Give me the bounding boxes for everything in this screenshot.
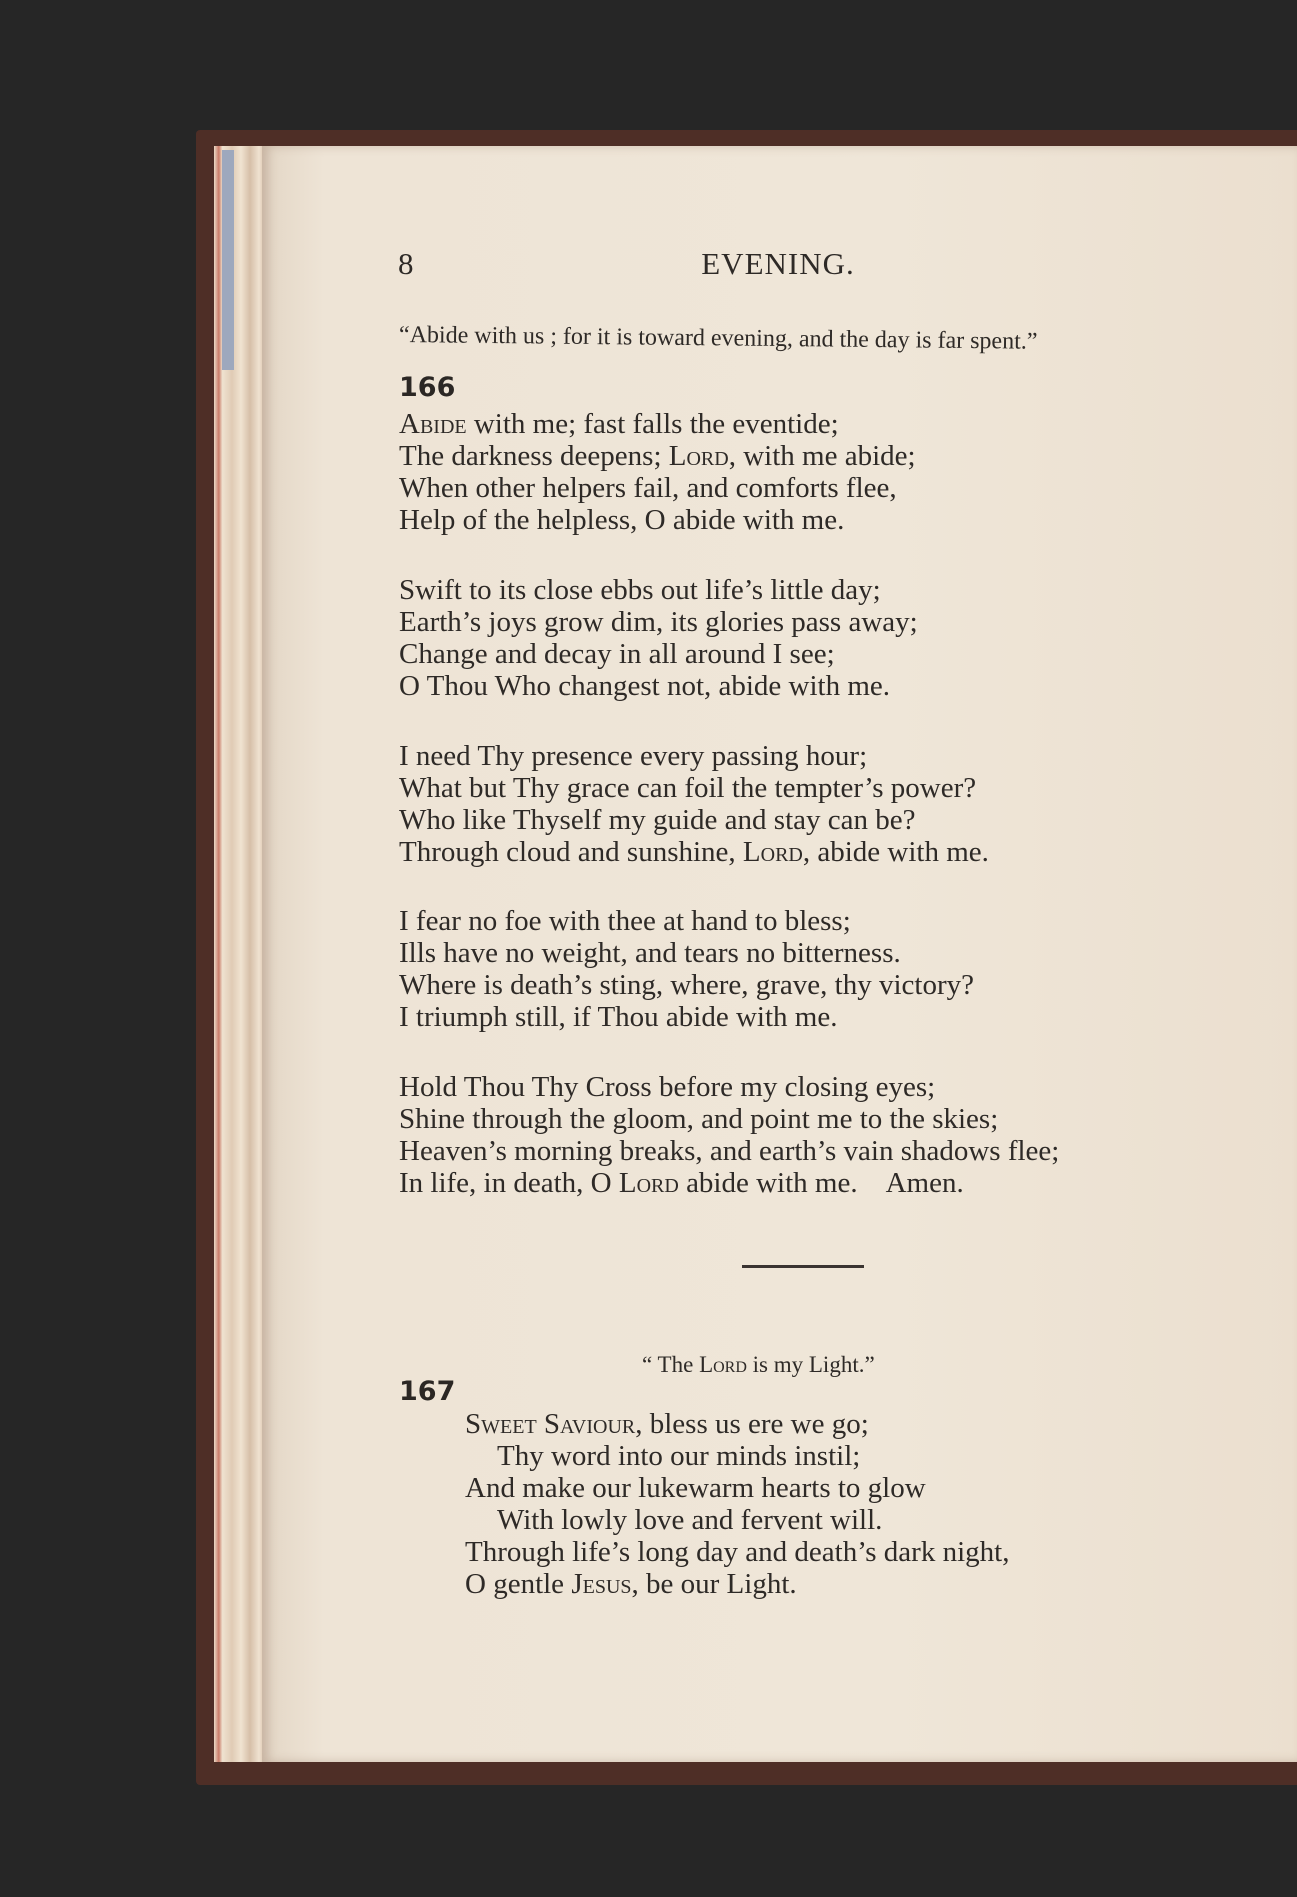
small-caps-word: Jesus bbox=[571, 1568, 632, 1600]
verse-line: When other helpers fail, and comforts flee, bbox=[399, 472, 897, 504]
hymn-166-stanza-1 bbox=[399, 408, 916, 536]
verse-line: And make our lukewarm hearts to glow bbox=[465, 1472, 926, 1504]
hymn-167-epigraph bbox=[642, 1352, 875, 1378]
verse-line: Ills have no weight, and tears no bitterness. bbox=[399, 937, 901, 969]
verse-line: Who like Thyself my guide and stay can be? bbox=[399, 804, 916, 836]
verse-line: Heaven’s morning breaks, and earth’s vain shadows flee; bbox=[399, 1135, 1060, 1167]
verse-line: Help of the helpless, O abide with me. bbox=[399, 504, 845, 536]
verse-line: O Thou Who changest not, abide with me. bbox=[399, 670, 891, 702]
small-caps-word: Lord bbox=[668, 440, 729, 472]
verse-text: Through cloud and sunshine, bbox=[399, 836, 743, 868]
hymn-167-stanza-1 bbox=[465, 1408, 1009, 1600]
book-page bbox=[262, 146, 1297, 1762]
small-caps-word: Lord bbox=[699, 1352, 747, 1377]
verse-line: I need Thy presence every passing hour; bbox=[399, 740, 868, 772]
hymn-166-stanza-3 bbox=[399, 740, 989, 868]
small-caps-word: Sweet Saviour bbox=[465, 1408, 636, 1440]
small-caps-word: Abide bbox=[399, 408, 467, 440]
hymn-166-epigraph: “Abide with us ; for it is toward evening, and the day is far spent.” bbox=[398, 322, 1038, 355]
verse-text: , with me abide; bbox=[728, 440, 916, 472]
verse-line: I triumph still, if Thou abide with me. bbox=[399, 1001, 838, 1033]
verse-line bbox=[399, 1167, 1059, 1199]
epigraph-text: is my Light.” bbox=[746, 1352, 875, 1377]
verse-text: with me; fast falls the eventide; bbox=[466, 408, 839, 440]
verse-line: Earth’s joys grow dim, its glories pass away; bbox=[399, 606, 918, 638]
ribbon-marker bbox=[222, 150, 234, 370]
epigraph-text: “ The bbox=[642, 1352, 700, 1377]
hymn-166-stanza-5 bbox=[399, 1071, 1059, 1199]
verse-line bbox=[465, 1408, 1009, 1440]
small-caps-word: Lord bbox=[618, 1167, 679, 1199]
verse-text: , bless us ere we go; bbox=[635, 1408, 869, 1440]
verse-line: Shine through the gloom, and point me to the skies; bbox=[399, 1103, 999, 1135]
verse-line: Change and decay in all around I see; bbox=[399, 638, 835, 670]
hymn-166-stanza-2 bbox=[399, 574, 918, 702]
hymn-166-number: 166 bbox=[399, 372, 456, 403]
verse-text: O gentle bbox=[465, 1568, 572, 1600]
verse-line: Hold Thou Thy Cross before my closing eyes; bbox=[399, 1071, 936, 1103]
verse-line bbox=[399, 408, 916, 440]
verse-line: Thy word into our minds instil; bbox=[497, 1440, 861, 1472]
verse-line: What but Thy grace can foil the tempter’s power? bbox=[399, 772, 977, 804]
running-head bbox=[398, 246, 1158, 286]
hymn-166-stanza-4 bbox=[399, 905, 974, 1033]
verse-line: Swift to its close ebbs out life’s little day; bbox=[399, 574, 881, 606]
verse-line bbox=[399, 836, 989, 868]
verse-text: , abide with me. bbox=[802, 836, 989, 868]
verse-line bbox=[465, 1568, 1009, 1600]
hymn-167-number: 167 bbox=[399, 1376, 456, 1407]
verse-line: Through life’s long day and death’s dark night, bbox=[465, 1536, 1010, 1568]
verse-text: , be our Light. bbox=[631, 1568, 797, 1600]
section-divider bbox=[742, 1265, 864, 1268]
verse-line: Where is death’s sting, where, grave, thy victory? bbox=[399, 969, 974, 1001]
verse-line bbox=[399, 440, 916, 472]
verse-text: In life, in death, O bbox=[399, 1167, 619, 1199]
amen: Amen. bbox=[885, 1167, 964, 1199]
verse-text: abide with me. bbox=[678, 1167, 858, 1199]
verse-text: The darkness deepens; bbox=[399, 440, 669, 472]
page-title: EVENING. bbox=[701, 246, 855, 281]
verse-line: I fear no foe with thee at hand to bless; bbox=[399, 905, 851, 937]
verse-line: With lowly love and fervent will. bbox=[497, 1504, 883, 1536]
page-number: 8 bbox=[398, 246, 414, 281]
small-caps-word: Lord bbox=[742, 836, 803, 868]
